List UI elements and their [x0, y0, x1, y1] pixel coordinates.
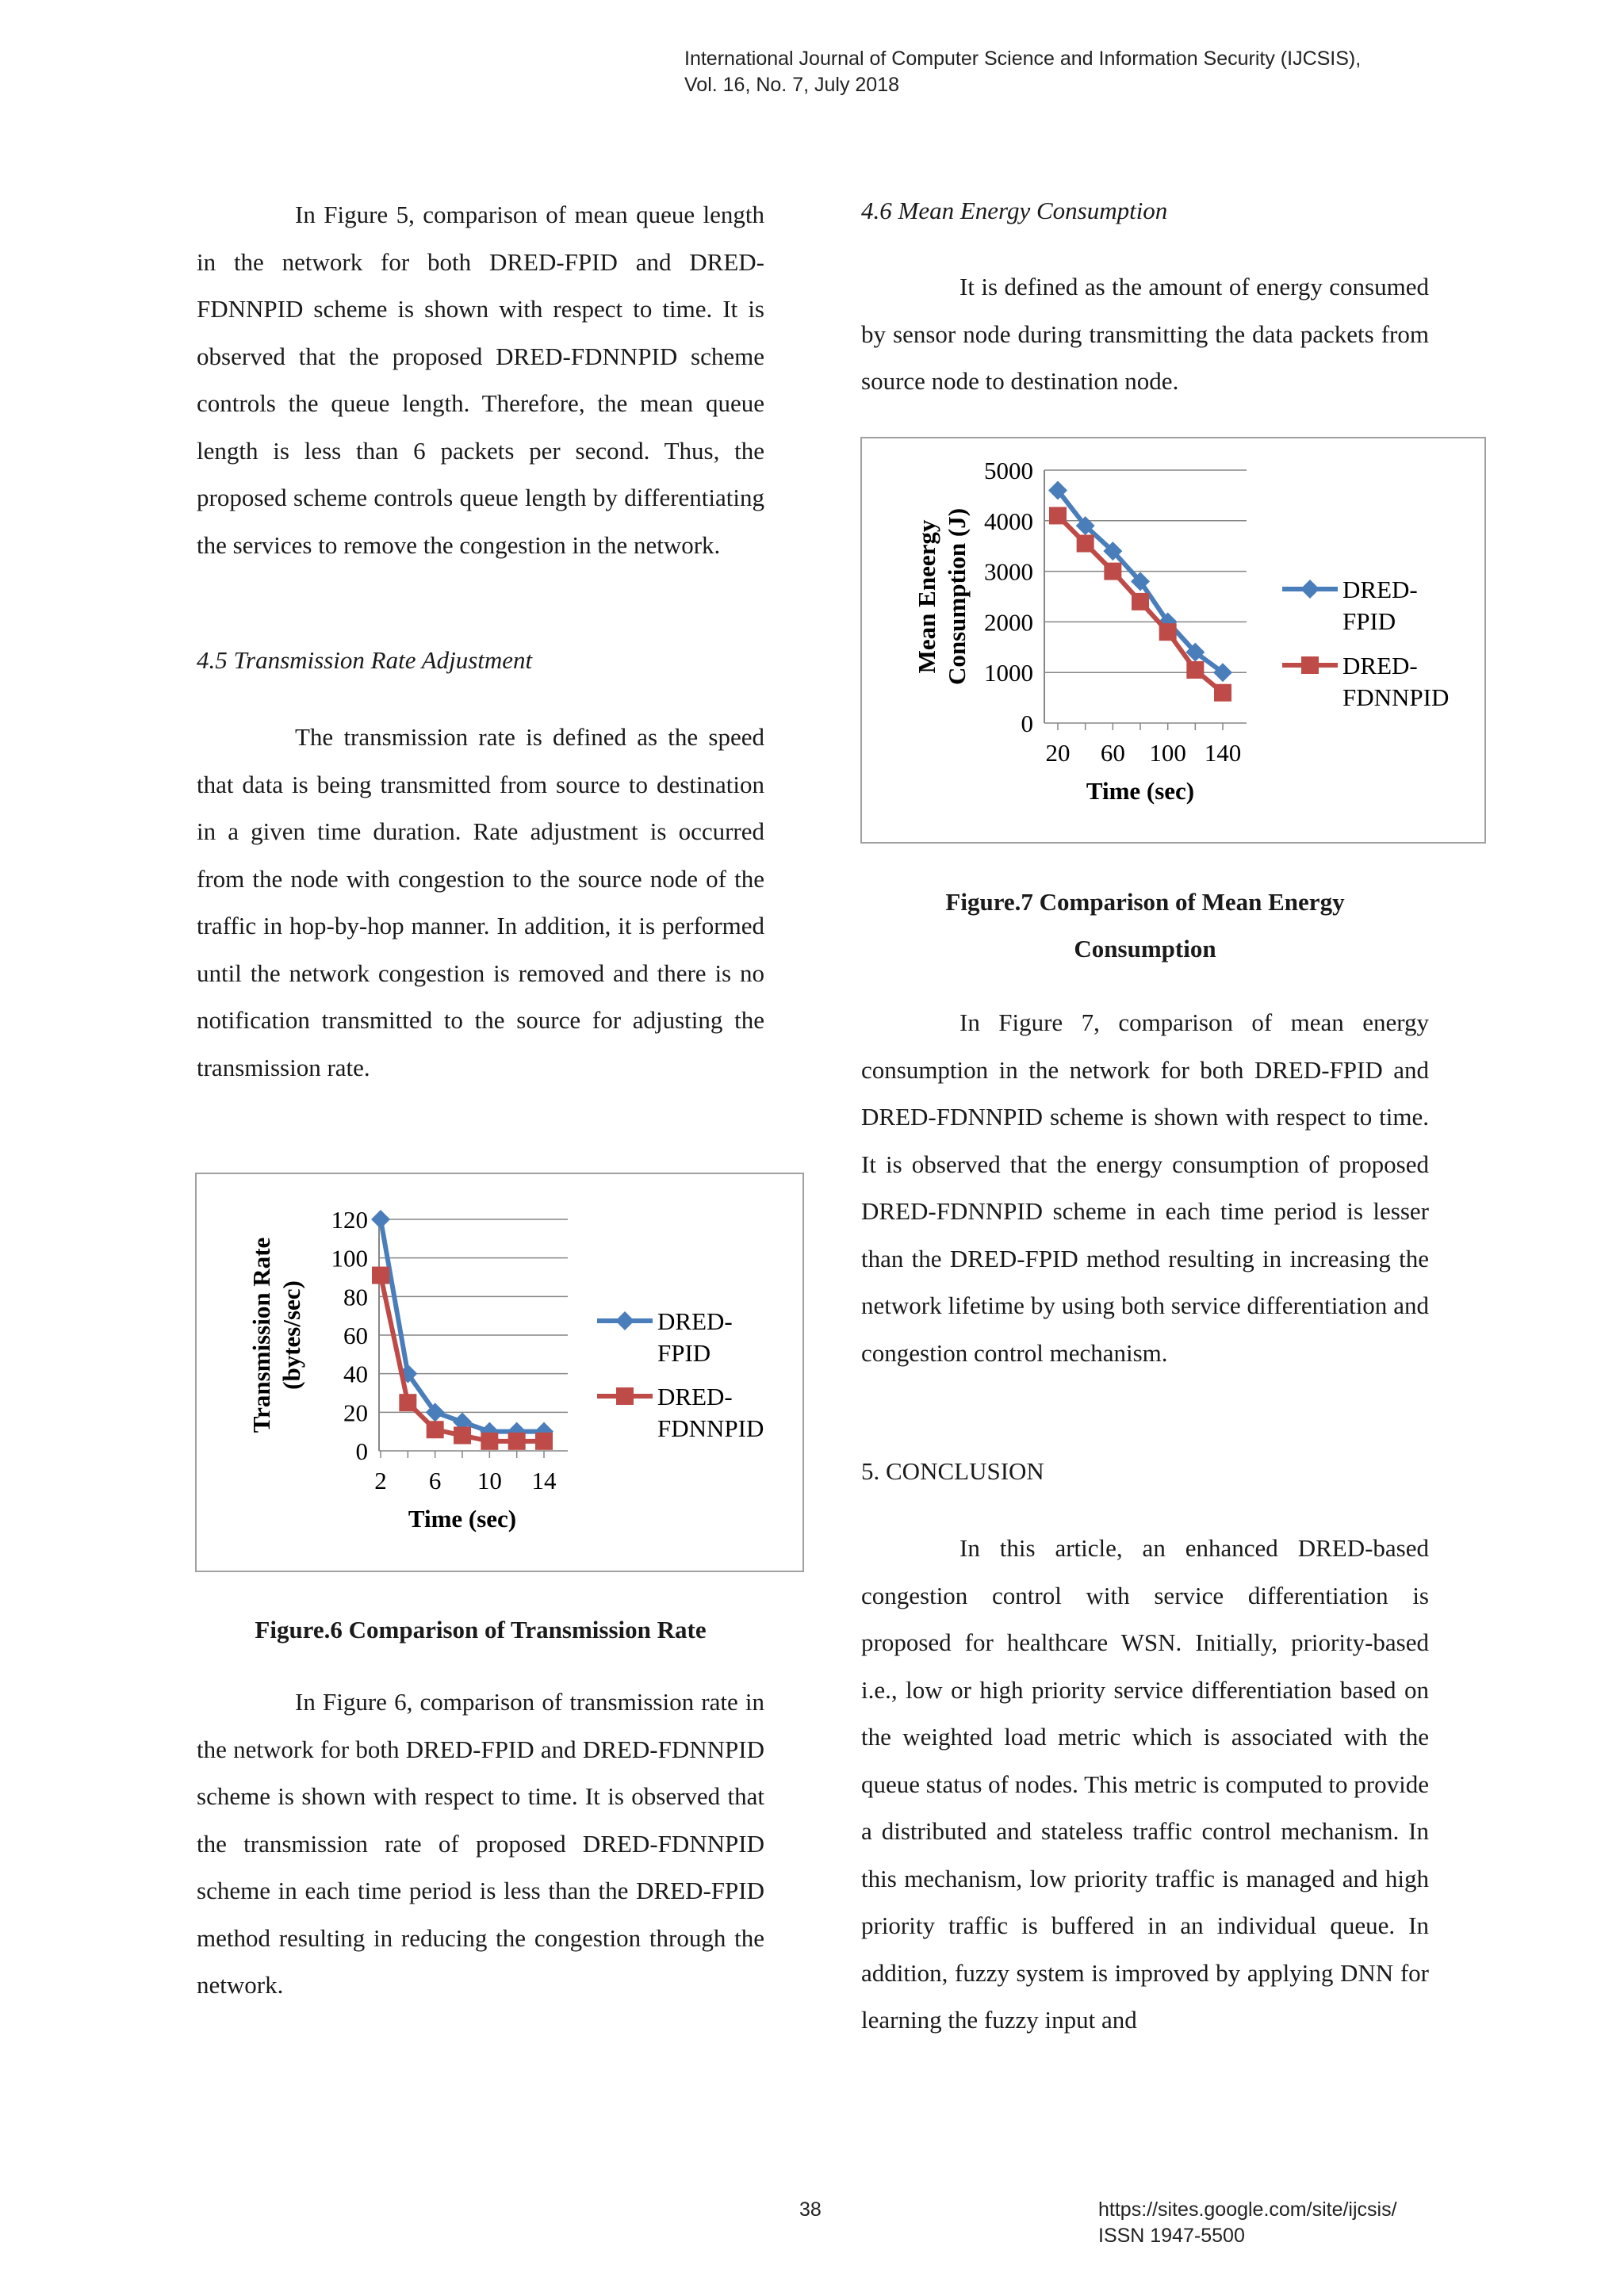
left-para-3 [197, 1678, 764, 2009]
legend-label-line-1: DRED- [1342, 576, 1418, 603]
paragraph-transmission-rate: The transmission rate is defined as the speed that data is being transmitted from source to destination in a given time duration. Rate adjustment is occurred from the node with congestion to the source node of the traffic in hop-by-hop manner. In addition, it is performed until the network congestion is removed and there is no notification transmitted to the source for adjusting the transmission rate. [197, 723, 764, 1081]
y-axis-title-line-1: Mean Eneergy [913, 519, 940, 674]
data-point-dred-fdnnpid [508, 1433, 526, 1450]
y-axis-title-line-2: (bytes/sec) [278, 1280, 305, 1390]
right-para-1 [861, 263, 1429, 405]
left-para-2 [197, 714, 764, 1091]
right-para-3 [861, 1525, 1429, 2044]
data-point-dred-fpid [371, 1210, 390, 1229]
right-para-2 [861, 999, 1429, 1376]
footer-issn: ISSN 1947-5500 [1098, 2225, 1245, 2247]
section-heading-4-6: 4.6 Mean Energy Consumption [861, 197, 1168, 224]
data-point-dred-fdnnpid [1186, 661, 1204, 679]
legend-label-line-2: FPID [1342, 607, 1396, 635]
x-tick-label: 2 [374, 1467, 387, 1494]
y-tick-label: 0 [355, 1437, 368, 1465]
y-tick-label: 5000 [984, 457, 1033, 484]
energy-consumption-chart [862, 438, 1484, 842]
section-heading-4-5: 4.5 Transmission Rate Adjustment [197, 646, 533, 674]
journal-header [684, 46, 1361, 98]
data-point-dred-fdnnpid [1049, 507, 1067, 524]
legend-label-line-2: FDNNPID [657, 1414, 764, 1442]
paragraph-conclusion: In this article, an enhanced DRED-based congestion control with service differentiation is proposed for healthcare WSN. Initially, priority-based i.e., low or high priority service differentiation based on the weighted load metric which is associated with the queue status of nodes. This metric is computed to provide a distributed and stateless traffic control mechanism. In this mechanism, low priority traffic is managed and high priority traffic is buffered in an individual queue. In addition, fuzzy system is improved by applying DNN for learning the fuzzy input and [861, 1534, 1429, 2034]
y-tick-label: 4000 [984, 507, 1033, 535]
legend-marker-diamond-icon [615, 1311, 634, 1330]
legend-label-line-2: FPID [657, 1339, 711, 1367]
legend-label-line-2: FDNNPID [1342, 683, 1450, 711]
transmission-rate-chart [197, 1174, 802, 1571]
y-tick-label: 1000 [984, 659, 1033, 687]
section-heading-5: 5. CONCLUSION [861, 1457, 1044, 1485]
x-tick-label: 14 [531, 1467, 557, 1494]
journal-volume: Vol. 16, No. 7, July 2018 [684, 74, 900, 96]
data-point-dred-fdnnpid [454, 1427, 471, 1445]
x-tick-label: 100 [1149, 739, 1186, 767]
paragraph-fig5-discussion: In Figure 5, comparison of mean queue length in the network for both DRED-FPID and DRED-FDNNPID scheme is shown with respect to time. It is observed that the proposed DRED-FDNNPID scheme controls the queue length. Therefore, the mean queue length is less than 6 packets per second. Thus, the proposed scheme controls queue length by differentiating the services to remove the congestion in the network. [197, 201, 764, 559]
footer-links [1098, 2197, 1397, 2249]
data-point-dred-fdnnpid [427, 1421, 444, 1438]
data-point-dred-fdnnpid [1159, 623, 1177, 641]
y-tick-label: 60 [343, 1322, 368, 1349]
data-point-dred-fdnnpid [399, 1394, 416, 1411]
legend-label-line-1: DRED- [657, 1383, 733, 1410]
page-number: 38 [799, 2198, 822, 2221]
paragraph-fig7-discussion: In Figure 7, comparison of mean energy consumption in the network for both DRED-FPID and DRED-FDNNPID scheme is shown with respect to time. It is observed that the energy consumption of proposed DRED-FDNNPID scheme in each time period is lesser than the DRED-FPID method resulting in increasing the network lifetime by using both service differentiation and congestion control mechanism. [861, 1008, 1429, 1367]
figure-7-caption-line-1: Figure.7 Comparison of Mean Energy [945, 888, 1345, 916]
y-tick-label: 3000 [984, 557, 1033, 586]
legend-marker-square-icon [616, 1387, 634, 1405]
paragraph-fig6-discussion: In Figure 6, comparison of transmission rate in the network for both DRED-FPID and DRED-FDNNPID scheme is shown with respect to time. It is observed that the transmission rate of proposed DRED-FDNNPID scheme in each time period is less than the DRED-FPID method resulting in reducing the congestion through the network. [197, 1688, 764, 1999]
legend-marker-square-icon [1301, 656, 1319, 674]
y-tick-label: 40 [343, 1360, 368, 1388]
y-tick-label: 120 [331, 1206, 368, 1234]
data-point-dred-fdnnpid [1214, 684, 1231, 702]
y-axis-title-line-1: Transmission Rate [247, 1237, 275, 1433]
left-para-1 [197, 191, 764, 568]
y-tick-label: 20 [343, 1399, 368, 1427]
y-tick-label: 80 [343, 1283, 368, 1311]
y-axis-title-line-2: Consumption (J) [943, 507, 971, 686]
data-point-dred-fdnnpid [1077, 535, 1094, 553]
figure-6-chart [195, 1173, 804, 1572]
paragraph-energy-definition: It is defined as the amount of energy consumed by sensor node during transmitting the data packets from source node to destination node. [861, 273, 1429, 395]
data-point-dred-fdnnpid [481, 1433, 498, 1450]
x-tick-label: 60 [1100, 739, 1125, 767]
data-point-dred-fdnnpid [1132, 593, 1149, 610]
x-axis-title: Time (sec) [1086, 777, 1195, 805]
footer-url: https://sites.google.com/site/ijcsis/ [1098, 2198, 1397, 2221]
figure-6-caption: Figure.6 Comparison of Transmission Rate [255, 1616, 707, 1644]
figure-7-chart [860, 437, 1486, 844]
x-tick-label: 10 [477, 1467, 502, 1494]
legend-label-line-1: DRED- [1342, 652, 1418, 679]
y-tick-label: 2000 [984, 608, 1033, 637]
data-point-dred-fdnnpid [372, 1267, 389, 1284]
legend-marker-diamond-icon [1300, 580, 1320, 599]
journal-title: International Journal of Computer Science and Information Security (IJCSIS), [684, 48, 1362, 70]
data-point-dred-fdnnpid [535, 1433, 553, 1450]
x-tick-label: 140 [1204, 739, 1242, 767]
x-tick-label: 20 [1045, 739, 1071, 767]
x-axis-title: Time (sec) [408, 1505, 517, 1533]
legend-label-line-1: DRED- [657, 1307, 733, 1335]
x-tick-label: 6 [428, 1467, 442, 1494]
y-tick-label: 100 [331, 1244, 368, 1272]
figure-7-caption-line-2: Consumption [1074, 935, 1216, 962]
data-point-dred-fdnnpid [1104, 563, 1121, 580]
figure-7-caption [861, 878, 1429, 972]
y-tick-label: 0 [1021, 710, 1033, 737]
